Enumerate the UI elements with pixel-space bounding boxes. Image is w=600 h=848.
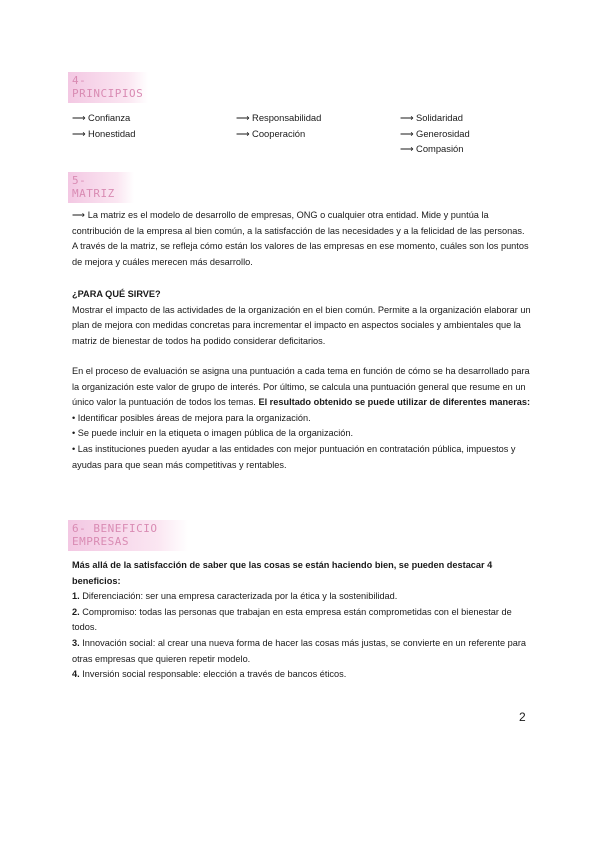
section-6-heading: 6- BENEFICIO EMPRESAS — [68, 520, 188, 551]
principle-item: ⟶ Responsabilidad — [236, 112, 322, 123]
benefit-number: 2. — [72, 606, 80, 617]
benefit-item — [72, 667, 532, 683]
principle-item: ⟶ Cooperación — [236, 127, 306, 139]
matrix-intro-paragraph — [72, 208, 532, 270]
benefit-item — [72, 605, 532, 636]
section-5-heading: 5- MATRIZ — [68, 172, 134, 203]
page-number: 2 — [519, 710, 526, 724]
principles-column-3 — [400, 110, 470, 157]
principle-item: ⟶ Compasión — [400, 143, 464, 154]
benefit-number: 1. — [72, 591, 80, 602]
benefit-text: Inversión social responsable: elección a través de bancos éticos. — [82, 669, 347, 680]
principle-item: ⟶ Honestidad — [72, 127, 136, 139]
section-4-heading: 4- PRINCIPIOS — [68, 72, 148, 103]
benefits-intro: Más allá de la satisfacción de saber que las cosas se están haciendo bien, se pueden destacar 4 beneficios: — [72, 560, 493, 586]
benefit-number: 3. — [72, 637, 80, 648]
principles-column-2 — [236, 110, 321, 141]
benefit-item — [72, 589, 532, 605]
principle-item: ⟶ Generosidad — [400, 127, 470, 139]
principle-item: ⟶ Confianza — [72, 112, 131, 123]
purpose-text: Mostrar el impacto de las actividades de la organización en el bien común. Permite a la organización elaborar un plan de mejora con medidas concretas para incrementar el impacto en aspectos sociales y ambientales que la matriz de bienestar de todos ha podido considerar deficitarios. — [72, 304, 531, 346]
bullet-item: • Se puede incluir en la etiqueta o imagen pública de la organización. — [72, 428, 354, 439]
benefit-item — [72, 636, 532, 667]
process-text: En el proceso de evaluación se asigna una puntuación a cada tema en función de cómo se ha desarrollado para la organización este valor de grupo de interés. Por último, se calcula una puntuación general que resume en un único valor la puntuación de todos los temas. — [72, 366, 530, 408]
bullet-item: • Identificar posibles áreas de mejora para la organización. — [72, 412, 311, 423]
benefits-block — [72, 558, 532, 683]
matrix-intro-text: ⟶ La matriz es el modelo de desarrollo de empresas, ONG o cualquier otra entidad. Mide y puntúa la contribución de la empresa al bien común, a la satisfacción de las necesidades y a la felicidad de las personas. A través de la matriz, se refleja cómo están los valores de las empresas en ese momento, cuáles son los puntos de mejora y cuáles merecen más desarrollo. — [72, 210, 529, 267]
principle-item: ⟶ Solidaridad — [400, 112, 463, 123]
process-block — [72, 364, 532, 473]
purpose-question: ¿PARA QUÉ SIRVE? — [72, 289, 161, 299]
process-bold-text: El resultado obtenido se puede utilizar de diferentes maneras: — [258, 397, 531, 408]
benefit-text: Innovación social: al crear una nueva forma de hacer las cosas más justas, se convierte en un referente para otras empresas que quieren repetir modelo. — [72, 637, 527, 664]
bullet-item: • Las instituciones pueden ayudar a las entidades con mejor puntuación en contratación pública, impuestos y ayudas para que sean más competitivas y rentables. — [72, 443, 516, 470]
benefit-text: Diferenciación: ser una empresa caracterizada por la ética y la sostenibilidad. — [82, 591, 398, 602]
principles-column-1 — [72, 110, 135, 141]
process-paragraph — [72, 364, 532, 411]
benefit-text: Compromiso: todas las personas que trabajan en esta empresa están comprometidas con el bienestar de todos. — [72, 606, 512, 633]
purpose-block — [72, 287, 532, 349]
benefit-number: 4. — [72, 669, 80, 680]
